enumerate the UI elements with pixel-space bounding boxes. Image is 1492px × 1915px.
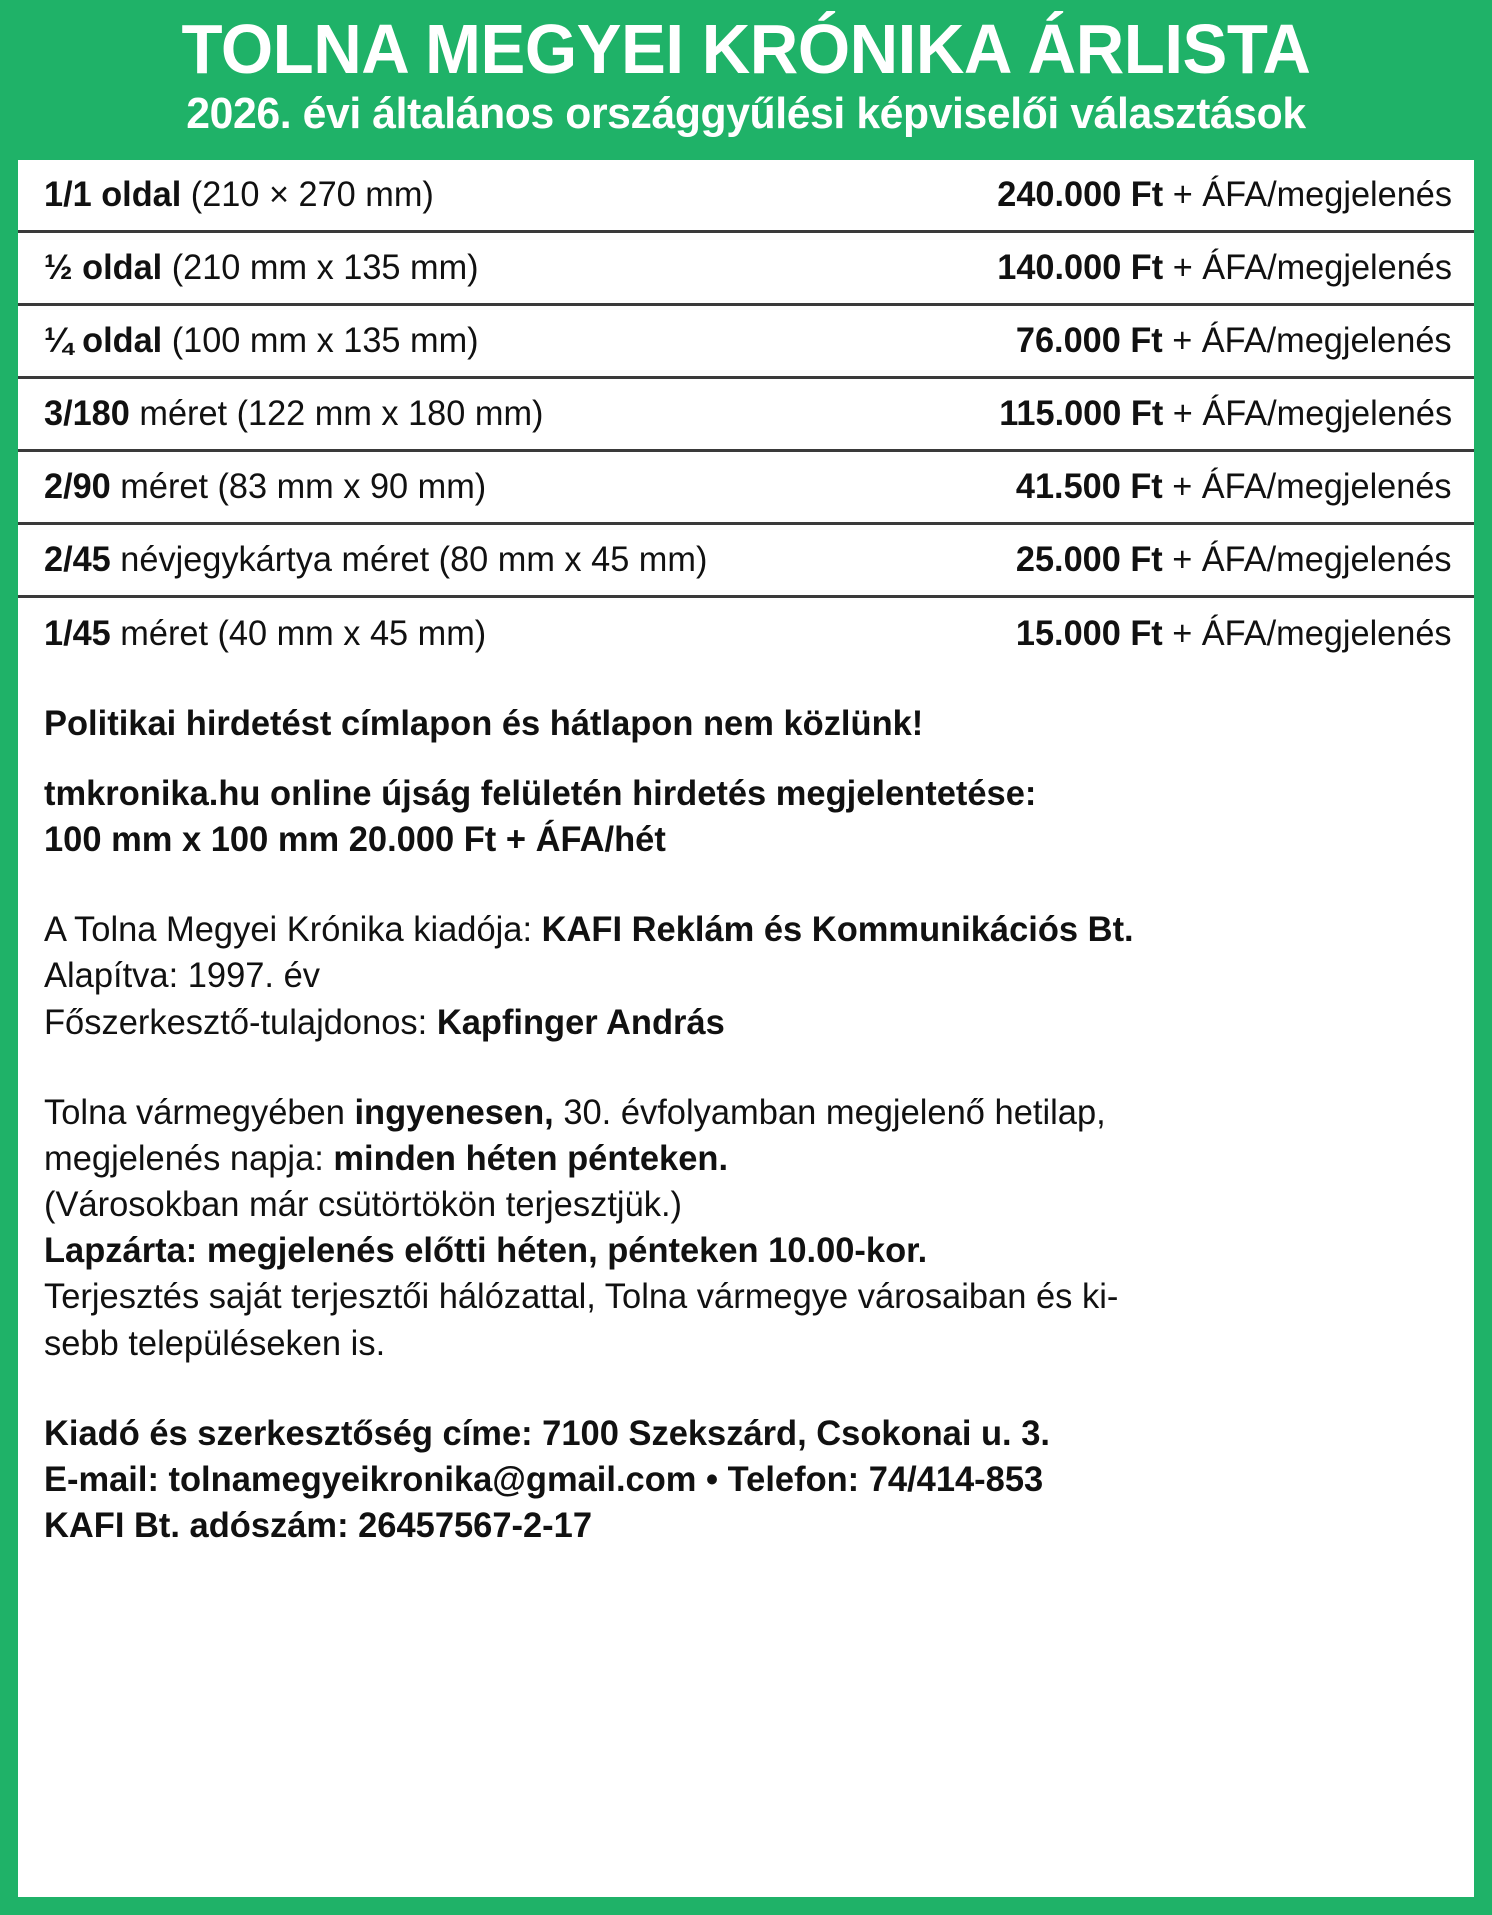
online-notice-block: [44, 771, 1452, 863]
price-row-size-code: 1/1 oldal: [44, 174, 182, 214]
price-row-label: [44, 467, 486, 507]
price-row-amount: 25.000 Ft: [1016, 539, 1164, 579]
price-row-amount: 41.500 Ft: [1016, 466, 1164, 506]
price-row-size-code: 1/45: [44, 614, 111, 654]
online-notice-line-1: tmkronika.hu online újság felületén hirdetés megjelentetése:: [44, 773, 1037, 813]
price-row-label: [44, 614, 486, 654]
publisher-block: [44, 907, 1452, 1046]
distribution-line-6: sebb településeken is.: [44, 1323, 386, 1363]
price-row-value: [999, 394, 1452, 434]
table-row: [18, 233, 1474, 306]
table-row: [18, 306, 1474, 379]
distribution-line-1-b: 30. évfolyamban megjelenő hetilap,: [553, 1092, 1106, 1132]
price-row-size-code: 2/45: [44, 539, 111, 579]
contact-tax-number: KAFI Bt. adószám: 26457567-2-17: [44, 1506, 592, 1546]
price-row-size-code: 2/90: [44, 466, 111, 506]
editor-name: Kapfinger András: [436, 1002, 725, 1042]
price-row-label: [44, 394, 543, 434]
price-row-dimensions: méret (40 mm x 45 mm): [110, 614, 487, 654]
distribution-free-emphasis: ingyenesen,: [354, 1092, 554, 1132]
editor-prefix: Főszerkesztő-tulajdonos:: [44, 1002, 437, 1042]
price-row-amount: 15.000 Ft: [1016, 614, 1164, 654]
online-notice-line-2: 100 mm x 100 mm 20.000 Ft + ÁFA/hét: [44, 819, 666, 859]
price-row-suffix: + ÁFA/megjelenés: [1163, 539, 1452, 579]
contact-email-phone: E-mail: tolnamegyeikronika@gmail.com • Telefon: 74/414-853: [44, 1460, 1044, 1500]
price-row-label: [44, 321, 479, 361]
price-row-dimensions: (210 mm x 135 mm): [162, 247, 479, 287]
price-row-label: [44, 540, 707, 580]
publish-day-value: minden héten pénteken.: [333, 1138, 729, 1178]
price-row-dimensions: (100 mm x 135 mm): [162, 320, 479, 360]
table-row: [18, 598, 1474, 671]
poster-header: [18, 0, 1474, 160]
price-row-dimensions: méret (83 mm x 90 mm): [110, 466, 487, 506]
price-row-suffix: + ÁFA/megjelenés: [1163, 614, 1452, 654]
price-row-size-code: ¼ oldal: [44, 320, 163, 360]
price-row-dimensions: méret (122 mm x 180 mm): [129, 393, 544, 433]
page-subtitle: 2026. évi általános országgyűlési képviselői választások: [186, 89, 1306, 139]
price-row-size-code: 3/180: [44, 393, 130, 433]
price-row-label: [44, 175, 434, 215]
price-row-value: [1016, 614, 1452, 654]
price-row-dimensions: (210 × 270 mm): [181, 174, 434, 214]
publish-day-prefix: megjelenés napja:: [44, 1138, 334, 1178]
price-row-suffix: + ÁFA/megjelenés: [1163, 174, 1452, 214]
distribution-line-5: Terjesztés saját terjesztői hálózattal, Tolna vármegye városaiban és ki-: [44, 1277, 1119, 1317]
price-table: [18, 160, 1474, 671]
table-row: [18, 379, 1474, 452]
price-row-dimensions: névjegykártya méret (80 mm x 45 mm): [110, 539, 708, 579]
contact-address: Kiadó és szerkesztőség címe: 7100 Szekszárd, Csokonai u. 3.: [44, 1413, 1050, 1453]
content-panel: [18, 160, 1474, 1897]
price-row-amount: 115.000 Ft: [999, 393, 1164, 433]
price-row-suffix: + ÁFA/megjelenés: [1163, 466, 1452, 506]
price-row-value: [1016, 321, 1452, 361]
distribution-line-2: [44, 1136, 1431, 1182]
price-row-size-code: ½ oldal: [44, 247, 163, 287]
political-notice: Politikai hirdetést címlapon és hátlapon nem közlünk!: [44, 703, 924, 743]
price-row-amount: 140.000 Ft: [997, 247, 1164, 287]
price-row-value: [997, 248, 1452, 288]
table-row: [18, 160, 1474, 233]
price-row-amount: 240.000 Ft: [997, 174, 1164, 214]
table-row: [18, 525, 1474, 598]
distribution-line-1-a: Tolna vármegyében: [44, 1092, 355, 1132]
price-row-suffix: + ÁFA/megjelenés: [1163, 393, 1452, 433]
price-row-value: [1016, 467, 1452, 507]
price-row-suffix: + ÁFA/megjelenés: [1163, 247, 1452, 287]
contact-block: [44, 1411, 1452, 1550]
deadline-line: Lapzárta: megjelenés előtti héten, pénteken 10.00-kor.: [44, 1231, 928, 1271]
price-row-value: [997, 175, 1452, 215]
political-notice-block: [44, 701, 1452, 747]
price-row-value: [1016, 540, 1452, 580]
body-text: [18, 671, 1474, 1897]
editor-line: [44, 1000, 1431, 1046]
page-title: TOLNA MEGYEI KRÓNIKA ÁRLISTA: [181, 10, 1311, 88]
price-row-amount: 76.000 Ft: [1016, 320, 1164, 360]
table-row: [18, 452, 1474, 525]
publisher-name-prefix: A Tolna Megyei Krónika kiadója:: [44, 910, 542, 950]
distribution-line-1: [44, 1090, 1431, 1136]
price-row-suffix: + ÁFA/megjelenés: [1163, 320, 1452, 360]
distribution-line-3: (Városokban már csütörtökön terjesztjük.): [44, 1185, 683, 1225]
price-row-label: [44, 248, 479, 288]
publisher-founded-line: Alapítva: 1997. év: [44, 956, 321, 996]
publisher-name-line: [44, 907, 1431, 953]
publisher-name-value: KAFI Reklám és Kommunikációs Bt.: [541, 910, 1134, 950]
distribution-block: [44, 1090, 1452, 1367]
